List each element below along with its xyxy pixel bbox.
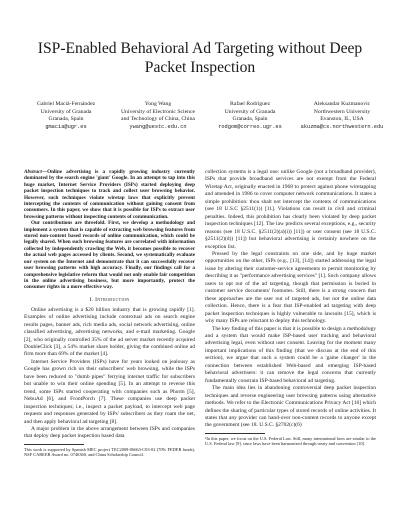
left-column <box>24 169 195 458</box>
footnote: This work is supported by Spanish MEC project TEC2008-06663-C03-02 (70% FEDER funds), NSF CAREER Award no. 0746360, and China Scholarship Council. <box>24 446 195 458</box>
abstract-label: Abstract— <box>24 169 48 175</box>
paper-title-line-1: ISP-Enabled Behavioral Ad Targeting without Deep <box>37 40 363 57</box>
footnote: ¹In this paper, we focus on the U.S. Federal Law. Still, many international laws are similar to the U.S. Federal law [9], since laws have been harmonized through treaty and convention [10]. <box>205 435 376 447</box>
footnote-divider <box>205 433 265 434</box>
author-name: Aleksandar Kuzmanovic <box>313 101 371 107</box>
author-email: akuzma@cs.northwestern.edu <box>300 123 384 130</box>
author-name: Rafael Rodríguez <box>230 101 270 107</box>
author-location: Evanston, IL, USA <box>320 116 364 123</box>
author-email: gmacia@ugr.es <box>45 123 87 130</box>
body-paragraph: A major problem in the above arrangement between ISPs and companies that deploy deep packet inspection based data <box>24 425 195 440</box>
right-column <box>205 169 376 447</box>
body-paragraph: The main idea lies in abandoning controversial deep packet inspection techniques and reverse engineering user browsing patterns using alternative methods. We refer to the Electronic Communications Privacy Act [16] which defines the sharing of particular types of stored records of online activities. It states that any provider can hand-over non-content records to anyone except the government (see 18. U.S.C. §2702(c)(6) <box>205 385 376 429</box>
body-paragraph: Pressed by the legal constraints on one side, and by huge market opportunities on the other, ISPs (e.g., [13], [14]) started addressing the legal issue by altering their customer-service agreements to permit monitoring by describing it as "performance advertising services" [1]. Such company allows users to opt out of the ad targeting, though that permission is buried in customer service documents' footnotes. Still, there is a strong concern that these approaches are the user out of targeted ads, but not the online data collection. Hence, there is a fear that ISP-enabled ad targeting with deep packet inspection techniques is highly vulnerable to lawsuits [15], which is why many ISPs are reluctant to deploy this technology. <box>205 250 376 325</box>
author-affiliation: Northwestern University <box>313 108 371 115</box>
author-block <box>204 101 296 131</box>
author-block <box>296 101 388 131</box>
author-block <box>20 101 112 131</box>
author-location: Granada, Spain <box>232 116 268 123</box>
author-name: Gabriel Maciá-Fernández <box>36 101 96 107</box>
author-block <box>112 101 204 131</box>
body-paragraph: Internet Service Providers (ISPs) have for years looked on jealousy as Google has grown rich on their subscribers' web browsing, while the ISPs have been reduced to "dumb pipes" ferrying internet traffic for subscribers but unable to win their online spending [5]. In an attempt to reverse this trend, some ISPs started cooperating with companies such as Phorm [5], NebuAd [6], and FrontPorch [7]. These companies use deep packet inspection techniques; i.e., inspect a packet payload, to intercept web page requests and responses generated by ISPs' subscribers as they roam the net, and then apply behavioral ad targeting [8]. <box>24 358 195 425</box>
abstract <box>24 169 195 220</box>
body-paragraph: collection systems is a legal one: unlike Google (not a broadband provider), ISPs that provide broadband services are not exempt from the Federal Wiretap Act, originally enacted in 1968 to protect against phone wiretapping and amended in 1986 to cover computer network communications. It states a simple prohibition: thou shalt not intercept the contents of communications (see 18 U.S.C §2511(1)) [11]. Violations can result in civil and criminal penalties. Indeed, this prohibition has clearly been violated by deep packet inspection techniques [12]. The law predicts several exceptions, e.g., security reasons (see 18 U.S.C. §2511(2)(a)(i)) [11]) or user consent (see 18 U.S.C. §2511(2)(d)) [11]) but behavioral advertising is certainly nowhere on the exception list. <box>205 169 376 250</box>
author-location: and Technology of China, China <box>121 116 195 123</box>
footnote-divider <box>24 444 84 445</box>
body-paragraph: The key finding of this paper is that it is possible to design a methodology and a system that would make ISP-based user tracking and behavioral advertising legal, even without user consent. Leaving for the moment many important implications of this finding (that we discuss at the end of this section), we argue that such a system could be a 'game changer' in the connection between established Web-based and emerging ISP-based behavioral advertisers: it can remove the legal concerns that currently fundamentally constrain ISP-based behavioral ad targeting. <box>205 325 376 384</box>
author-affiliation: University of Granada <box>40 108 92 115</box>
abstract-contributions: Our contributions are threefold. First, we develop a methodology and implement a system that is capable of extracting web browsing features from stored non-content based records of online communication, which could be legally shared. When such browsing features are correlated with information collected by independently crawling the Web, it becomes possible to recover the actual web pages accessed by clients. Second, we systematically evaluate our system on the Internet and demonstrate that it can successfully recover user browsing patterns with high accuracy. Finally, our findings call for a comprehensive legislative reform that would not only enable fair competition in the online advertising business, but more importantly, protect the consumer rights in a more effective way. <box>24 220 195 291</box>
author-affiliation: University of Granada <box>224 108 276 115</box>
author-name: Yong Wang <box>144 101 172 107</box>
body-paragraph: Online advertising is a $20 billion industry that is growing rapidly [1]. Examples of online advertising include contextual ads on search engine results pages, banner ads, rich media ads, social network advertising, online classified advertising, advertising networks, and e-mail marketing. Google [2], who originally controlled 35% of the ad server market recently acquired DoubleClick [3], a 54% market share holder, giving the combined online ad firm more than 69% of the market [4]. <box>24 306 195 358</box>
section-heading: I. Introduction <box>89 296 130 303</box>
author-affiliation: University of Electronic Science <box>120 108 196 115</box>
author-location: Granada, Spain <box>48 116 84 123</box>
abstract-text: Online advertising is a rapidly growing industry currently dominated by the search engine 'giant' Google. In an attempt to tap into this huge market, Internet Service Providers (ISPs) started deploying deep packet inspection techniques to track and collect user browsing behavior. However, such techniques violate wiretap laws that explicitly prevent intercepting the contents of communication without gaining consent from consumers. In this paper, we show that it is possible for ISPs to extract user browsing patterns without inspecting contents of communication. <box>24 169 195 220</box>
paper-title-line-2: Packet Inspection <box>144 59 256 76</box>
author-email: ywang@uestc.edu.cn <box>129 123 187 130</box>
author-email: rodgom@correo.ugr.es <box>218 123 282 130</box>
